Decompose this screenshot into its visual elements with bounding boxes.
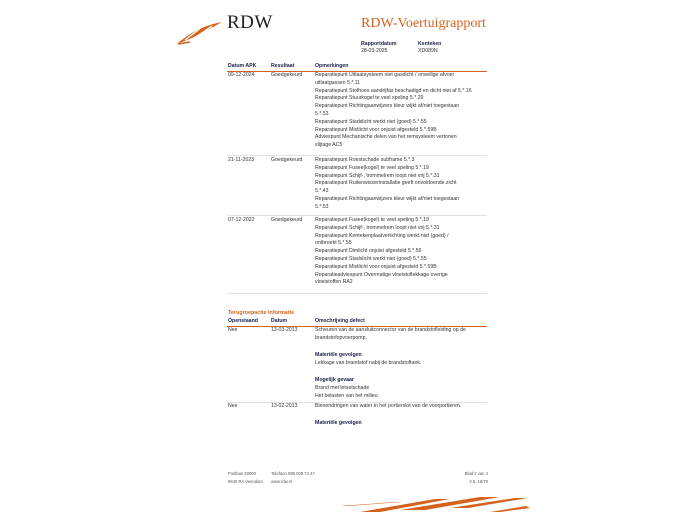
footer-address-line-1: Postbus 30000	[228, 471, 256, 476]
recall-row-1-description: Scheuren van de aansluitconnector van de brandstofleiding op de brandstofopvoerpomp.	[315, 327, 466, 341]
apk-row-1-remarks: Reparatiepunt Uitlaatsysteem niet gasdicht / onveilige afvoer uitlaatgassen 5.*.11 Reparatiepunt Stofhoes aandrijfas beschadigd en dicht niet af 5.*.16 Reparatiepunt Stuurkogel te veel speling 5.*.29 Reparatiepunt Richtingaanwijzers kleur wijkt af/niet toegestaan 5.*.53 Reparatiepunt Stadslicht werkt niet (goed) 5.*.55 Reparatiepunt Mistlicht voor onjuist afgesteld 5.*.59B Adviespunt Mechanische delen van het remsysteem vertonen slijtage AC5	[315, 72, 472, 149]
recall-row-1-date: 13-03-2013	[271, 327, 298, 333]
footer-code: 2.5. 16/79	[469, 479, 488, 484]
col-apk-date: Datum APK	[228, 63, 257, 69]
footer-website: www.rdw.nl	[271, 479, 292, 484]
apk-row-3-remarks: Reparatiepunt Fusee(kogel) te veel speling 5.*.19 Reparatiepunt Schijf-, trommelrem loopt niet vrij 5.*.31 Reparatiepunt Kentekenplaatverlichting werkt niet (goed) / ontbreekt 5.*.55 Reparatiepunt Dimlicht onjuist afgesteld 5.*.56 Reparatiepunt Stadslicht werkt niet (goed) 5.*.55 Reparatiepunt Mistlicht voor onjuist afgesteld 5.*.59B Reparatieadviespunt Overmatige vloeistoflekkage overige vloeistoffen RA2	[315, 217, 449, 286]
recall-row-2-description: Binnendringen van water in het portierslot van de voorportieren.	[315, 403, 462, 409]
col-apk-result: Resultaat	[271, 63, 295, 69]
col-recall-description: Omschrijving defect	[315, 318, 365, 324]
footer-address-line-2: 9640 RA Veendam	[228, 479, 263, 484]
apk-row-divider	[227, 155, 487, 156]
document-title: RDW-Voertuigrapport	[361, 16, 486, 31]
col-recall-date: Datum	[271, 318, 288, 324]
footer-page-number: Blad 2 van 4	[464, 471, 488, 476]
recall-row-1-danger-title: Mogelijk gevaar	[315, 377, 354, 383]
apk-table-end-divider	[227, 293, 487, 294]
apk-row-2-remarks: Reparatiepunt Roestschade subframe 5.*.3 Reparatiepunt Fusee(kogel) te veel speling 5.*.19 Reparatiepunt Schijf-, trommelrem loopt niet vrij 5.*.31 Reparatiepunt Ruitenwisserinstallatie geeft onvoldoende zicht 5.*.43 Reparatiepunt Richtingaanwijzers kleur wijkt af/niet toegestaan 5.*.53	[315, 157, 460, 210]
recall-row-1-materials-title: Materiële gevolgen	[315, 352, 362, 358]
apk-row-2-date: 21-11-2023	[228, 157, 255, 163]
apk-row-3-result: Goedgekeurd	[271, 217, 303, 223]
recall-row-1-open: Nee	[228, 327, 238, 333]
recall-row-1-materials: Lekkage van brandstof nabij de brandstoftank.	[315, 360, 422, 366]
recall-row-1-danger: Brand met letselschade Het belasten van het milieu	[315, 385, 378, 399]
footer-phone: Telefoon 088 008 74 47	[271, 471, 315, 476]
report-date-value: 28-03-2025	[361, 48, 388, 54]
apk-row-1-date: 09-12-2024	[228, 72, 255, 78]
apk-row-1-result: Goedgekeurd	[271, 72, 303, 78]
brand-name: RDW	[227, 12, 273, 33]
license-plate-label: Kenteken	[418, 41, 442, 47]
recall-section-title: Terugroepactie informatie	[228, 310, 295, 316]
apk-row-3-date: 07-12-2022	[228, 217, 255, 223]
apk-row-divider	[227, 215, 487, 216]
license-plate-value: XD089N	[418, 48, 438, 54]
recall-row-2-materials-title: Materiële gevolgen	[315, 420, 362, 426]
recall-row-2-date: 13-02-2013	[271, 403, 298, 409]
decorative-stripes-icon	[340, 494, 530, 514]
apk-row-2-result: Goedgekeurd	[271, 157, 303, 163]
report-date-label: Rapportdatum	[361, 41, 397, 47]
rdw-logo-icon	[176, 20, 224, 46]
col-recall-open: Openstaand	[228, 318, 258, 324]
col-apk-remarks: Opmerkingen	[315, 63, 349, 69]
recall-row-2-open: Nee	[228, 403, 238, 409]
